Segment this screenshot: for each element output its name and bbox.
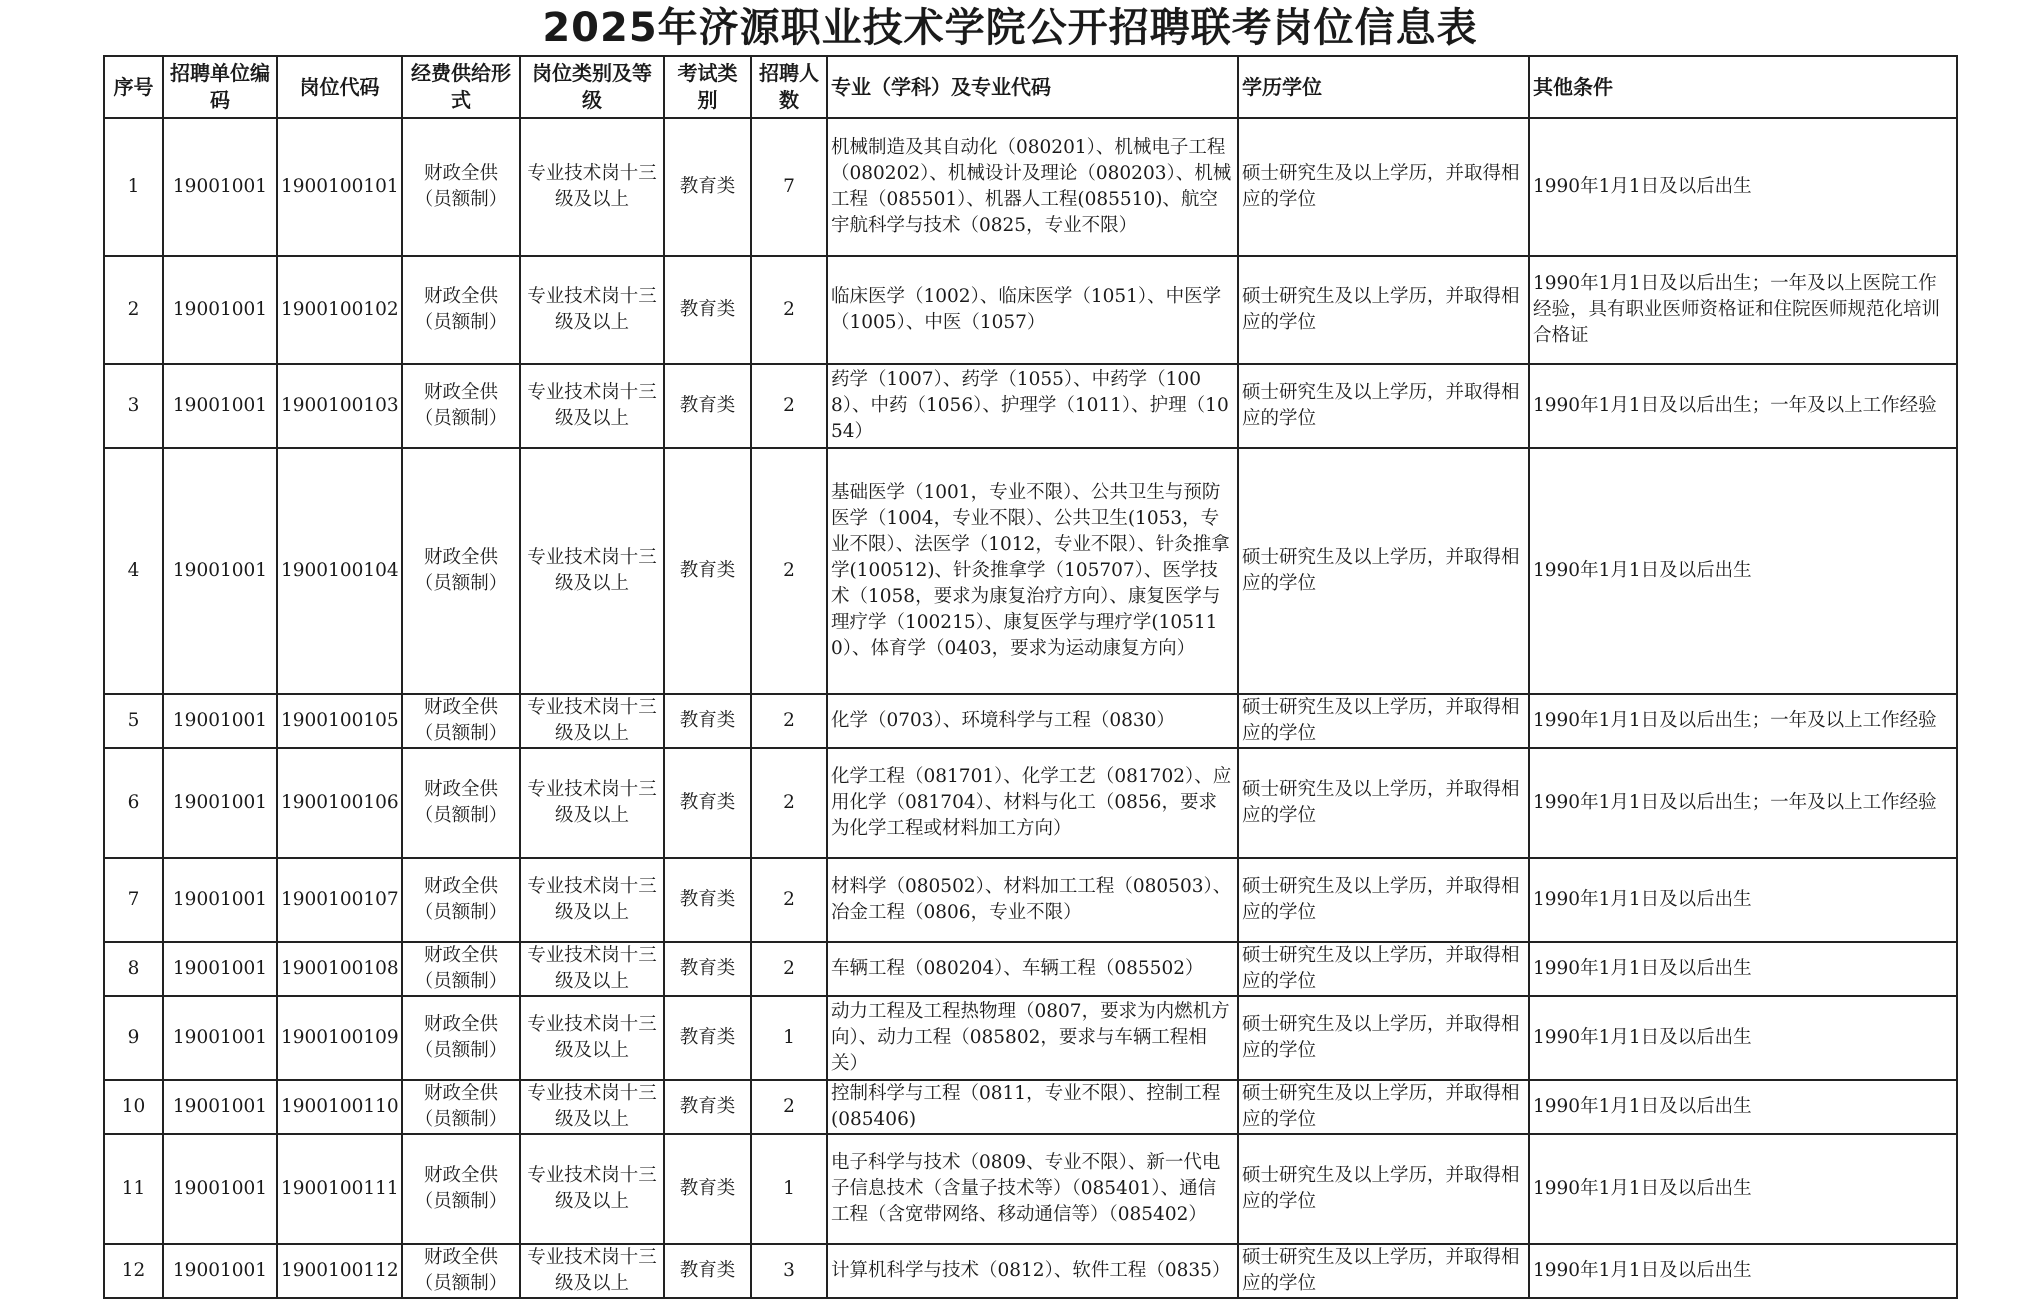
header-post-type: 岗位类别及等级 [520, 56, 664, 118]
cell-exam: 教育类 [664, 748, 751, 858]
cell-count: 1 [751, 996, 827, 1080]
cell-funding: 财政全供（员额制） [402, 118, 520, 256]
cell-major: 化学工程（081701）、化学工艺（081702）、应用化学（081704）、材料与化工（0856，要求为化学工程或材料加工方向） [827, 748, 1238, 858]
cell-count: 2 [751, 942, 827, 996]
table-row [104, 996, 1957, 1080]
cell-exam: 教育类 [664, 118, 751, 256]
cell-count: 1 [751, 1134, 827, 1244]
cell-count: 2 [751, 256, 827, 364]
table-row [104, 364, 1957, 448]
cell-major: 化学（0703）、环境科学与工程（0830） [827, 694, 1238, 748]
cell-unit-code: 19001001 [163, 256, 277, 364]
cell-post-code: 1900100103 [277, 364, 402, 448]
table-row [104, 1134, 1957, 1244]
cell-unit-code: 19001001 [163, 1080, 277, 1134]
cell-unit-code: 19001001 [163, 118, 277, 256]
cell-seq: 9 [104, 996, 163, 1080]
table-row [104, 694, 1957, 748]
header-funding: 经费供给形式 [402, 56, 520, 118]
cell-seq: 12 [104, 1244, 163, 1298]
table-row [104, 1244, 1957, 1298]
cell-funding: 财政全供（员额制） [402, 448, 520, 694]
cell-post-type: 专业技术岗十三级及以上 [520, 942, 664, 996]
cell-post-type: 专业技术岗十三级及以上 [520, 364, 664, 448]
cell-other: 1990年1月1日及以后出生 [1529, 858, 1957, 942]
cell-funding: 财政全供（员额制） [402, 694, 520, 748]
cell-other: 1990年1月1日及以后出生 [1529, 1244, 1957, 1298]
table-row [104, 942, 1957, 996]
table-row [104, 748, 1957, 858]
cell-count: 2 [751, 448, 827, 694]
cell-education: 硕士研究生及以上学历，并取得相应的学位 [1238, 694, 1529, 748]
header-count: 招聘人数 [751, 56, 827, 118]
cell-unit-code: 19001001 [163, 858, 277, 942]
cell-count: 2 [751, 364, 827, 448]
cell-exam: 教育类 [664, 1080, 751, 1134]
cell-education: 硕士研究生及以上学历，并取得相应的学位 [1238, 996, 1529, 1080]
cell-post-code: 1900100102 [277, 256, 402, 364]
cell-major: 基础医学（1001，专业不限）、公共卫生与预防医学（1004，专业不限）、公共卫生(1053，专业不限）、法医学（1012，专业不限）、针灸推拿学(100512)、针灸推拿学（105707）、医学技术（1058，要求为康复治疗方向）、康复医学与理疗学（100215）、康复医学与理疗学(105110）、体育学（0403，要求为运动康复方向） [827, 448, 1238, 694]
cell-unit-code: 19001001 [163, 996, 277, 1080]
table-row [104, 118, 1957, 256]
cell-other: 1990年1月1日及以后出生；一年及以上工作经验 [1529, 748, 1957, 858]
cell-education: 硕士研究生及以上学历，并取得相应的学位 [1238, 256, 1529, 364]
cell-post-type: 专业技术岗十三级及以上 [520, 1080, 664, 1134]
cell-post-code: 1900100111 [277, 1134, 402, 1244]
cell-count: 7 [751, 118, 827, 256]
cell-unit-code: 19001001 [163, 694, 277, 748]
cell-other: 1990年1月1日及以后出生 [1529, 118, 1957, 256]
cell-other: 1990年1月1日及以后出生；一年及以上医院工作经验，具有职业医师资格证和住院医师规范化培训合格证 [1529, 256, 1957, 364]
cell-post-type: 专业技术岗十三级及以上 [520, 1134, 664, 1244]
cell-post-type: 专业技术岗十三级及以上 [520, 996, 664, 1080]
cell-funding: 财政全供（员额制） [402, 858, 520, 942]
cell-post-code: 1900100105 [277, 694, 402, 748]
cell-seq: 11 [104, 1134, 163, 1244]
cell-other: 1990年1月1日及以后出生 [1529, 1080, 1957, 1134]
cell-post-type: 专业技术岗十三级及以上 [520, 118, 664, 256]
cell-unit-code: 19001001 [163, 1244, 277, 1298]
cell-count: 2 [751, 858, 827, 942]
cell-exam: 教育类 [664, 448, 751, 694]
document-title: 2025年济源职业技术学院公开招聘联考岗位信息表 [542, 5, 1478, 51]
cell-post-code: 1900100110 [277, 1080, 402, 1134]
cell-education: 硕士研究生及以上学历，并取得相应的学位 [1238, 942, 1529, 996]
header-other: 其他条件 [1529, 56, 1957, 118]
cell-post-code: 1900100112 [277, 1244, 402, 1298]
cell-exam: 教育类 [664, 1134, 751, 1244]
cell-other: 1990年1月1日及以后出生 [1529, 996, 1957, 1080]
cell-seq: 4 [104, 448, 163, 694]
cell-exam: 教育类 [664, 858, 751, 942]
cell-major: 动力工程及工程热物理（0807，要求为内燃机方向）、动力工程（085802，要求与车辆工程相关） [827, 996, 1238, 1080]
cell-post-type: 专业技术岗十三级及以上 [520, 256, 664, 364]
cell-funding: 财政全供（员额制） [402, 1080, 520, 1134]
cell-exam: 教育类 [664, 694, 751, 748]
cell-funding: 财政全供（员额制） [402, 748, 520, 858]
header-major: 专业（学科）及专业代码 [827, 56, 1238, 118]
cell-education: 硕士研究生及以上学历，并取得相应的学位 [1238, 364, 1529, 448]
cell-count: 2 [751, 748, 827, 858]
cell-post-type: 专业技术岗十三级及以上 [520, 858, 664, 942]
cell-funding: 财政全供（员额制） [402, 364, 520, 448]
table-row [104, 858, 1957, 942]
table-row [104, 448, 1957, 694]
cell-education: 硕士研究生及以上学历，并取得相应的学位 [1238, 1134, 1529, 1244]
cell-seq: 8 [104, 942, 163, 996]
cell-funding: 财政全供（员额制） [402, 1134, 520, 1244]
cell-unit-code: 19001001 [163, 448, 277, 694]
cell-other: 1990年1月1日及以后出生；一年及以上工作经验 [1529, 694, 1957, 748]
cell-exam: 教育类 [664, 1244, 751, 1298]
cell-other: 1990年1月1日及以后出生；一年及以上工作经验 [1529, 364, 1957, 448]
header-exam: 考试类别 [664, 56, 751, 118]
cell-seq: 6 [104, 748, 163, 858]
cell-post-code: 1900100101 [277, 118, 402, 256]
cell-count: 2 [751, 1080, 827, 1134]
cell-post-type: 专业技术岗十三级及以上 [520, 748, 664, 858]
header-seq: 序号 [104, 56, 163, 118]
cell-education: 硕士研究生及以上学历，并取得相应的学位 [1238, 1080, 1529, 1134]
table-row [104, 1080, 1957, 1134]
cell-unit-code: 19001001 [163, 942, 277, 996]
cell-count: 3 [751, 1244, 827, 1298]
cell-post-type: 专业技术岗十三级及以上 [520, 1244, 664, 1298]
cell-education: 硕士研究生及以上学历，并取得相应的学位 [1238, 1244, 1529, 1298]
cell-post-type: 专业技术岗十三级及以上 [520, 694, 664, 748]
cell-seq: 7 [104, 858, 163, 942]
cell-post-code: 1900100107 [277, 858, 402, 942]
cell-major: 控制科学与工程（0811，专业不限）、控制工程(085406) [827, 1080, 1238, 1134]
cell-major: 药学（1007）、药学（1055）、中药学（1008）、中药（1056）、护理学（1011）、护理（1054） [827, 364, 1238, 448]
cell-post-code: 1900100108 [277, 942, 402, 996]
cell-education: 硕士研究生及以上学历，并取得相应的学位 [1238, 748, 1529, 858]
cell-funding: 财政全供（员额制） [402, 256, 520, 364]
cell-major: 计算机科学与技术（0812）、软件工程（0835） [827, 1244, 1238, 1298]
cell-post-type: 专业技术岗十三级及以上 [520, 448, 664, 694]
table-row [104, 256, 1957, 364]
cell-post-code: 1900100109 [277, 996, 402, 1080]
header-unit-code: 招聘单位编码 [163, 56, 277, 118]
cell-other: 1990年1月1日及以后出生 [1529, 1134, 1957, 1244]
cell-major: 临床医学（1002）、临床医学（1051）、中医学（1005）、中医（1057） [827, 256, 1238, 364]
cell-major: 机械制造及其自动化（080201）、机械电子工程（080202）、机械设计及理论（080203）、机械工程（085501）、机器人工程(085510)、航空宇航科学与技术（0825，专业不限） [827, 118, 1238, 256]
cell-education: 硕士研究生及以上学历，并取得相应的学位 [1238, 858, 1529, 942]
cell-unit-code: 19001001 [163, 364, 277, 448]
cell-unit-code: 19001001 [163, 748, 277, 858]
header-education: 学历学位 [1238, 56, 1529, 118]
cell-exam: 教育类 [664, 364, 751, 448]
cell-post-code: 1900100106 [277, 748, 402, 858]
cell-funding: 财政全供（员额制） [402, 942, 520, 996]
cell-post-code: 1900100104 [277, 448, 402, 694]
cell-exam: 教育类 [664, 256, 751, 364]
cell-major: 材料学（080502）、材料加工工程（080503）、冶金工程（0806，专业不限） [827, 858, 1238, 942]
cell-seq: 1 [104, 118, 163, 256]
cell-other: 1990年1月1日及以后出生 [1529, 448, 1957, 694]
cell-other: 1990年1月1日及以后出生 [1529, 942, 1957, 996]
cell-funding: 财政全供（员额制） [402, 996, 520, 1080]
cell-seq: 3 [104, 364, 163, 448]
cell-seq: 2 [104, 256, 163, 364]
cell-count: 2 [751, 694, 827, 748]
cell-funding: 财政全供（员额制） [402, 1244, 520, 1298]
cell-education: 硕士研究生及以上学历，并取得相应的学位 [1238, 118, 1529, 256]
cell-exam: 教育类 [664, 942, 751, 996]
cell-education: 硕士研究生及以上学历，并取得相应的学位 [1238, 448, 1529, 694]
recruitment-table [103, 55, 1958, 1299]
cell-major: 电子科学与技术（0809、专业不限）、新一代电子信息技术（含量子技术等）（085401）、通信工程（含宽带网络、移动通信等）（085402） [827, 1134, 1238, 1244]
header-row [104, 56, 1957, 118]
cell-seq: 10 [104, 1080, 163, 1134]
header-post-code: 岗位代码 [277, 56, 402, 118]
cell-seq: 5 [104, 694, 163, 748]
cell-unit-code: 19001001 [163, 1134, 277, 1244]
cell-exam: 教育类 [664, 996, 751, 1080]
cell-major: 车辆工程（080204）、车辆工程（085502） [827, 942, 1238, 996]
